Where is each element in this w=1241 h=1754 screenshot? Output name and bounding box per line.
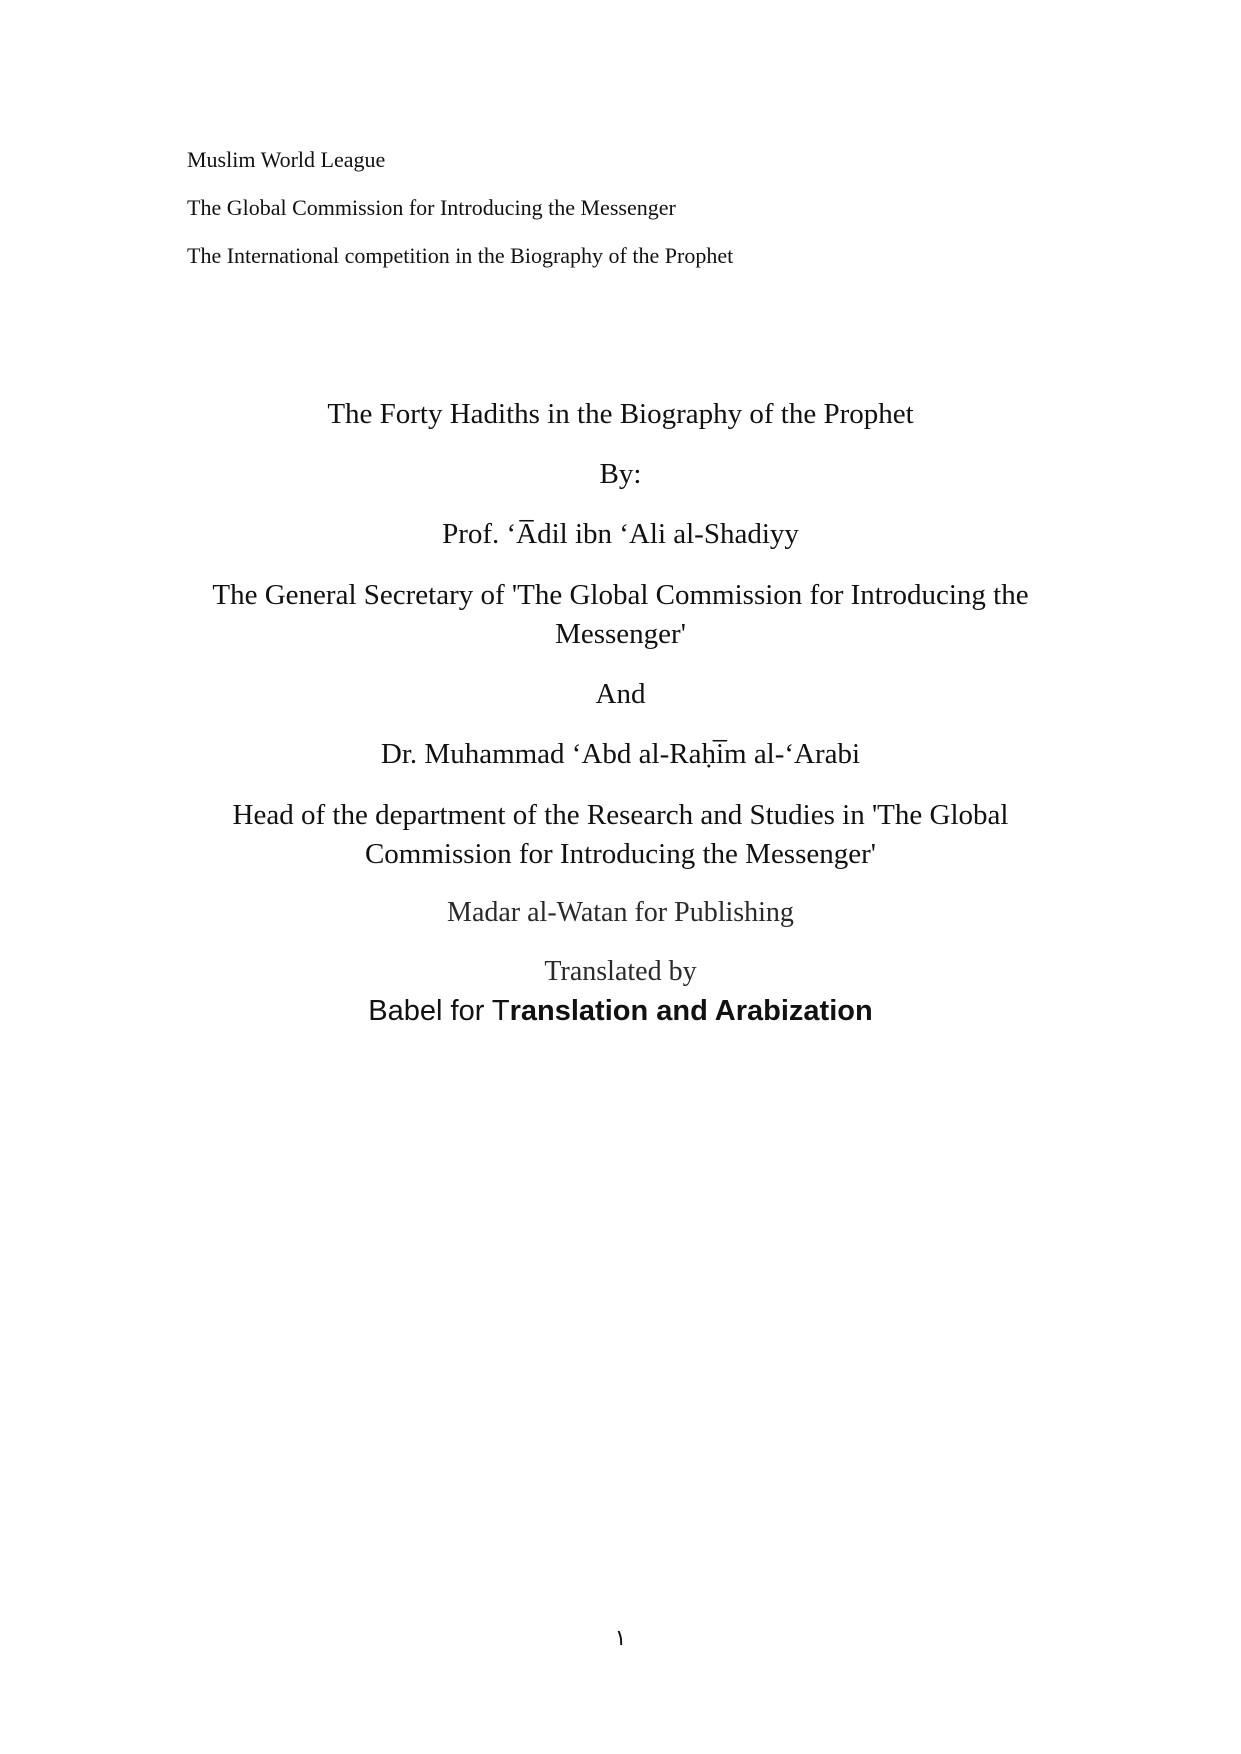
author2-role-line2: Commission for Introducing the Messenger' bbox=[364, 838, 877, 870]
and-label: And bbox=[595, 678, 646, 710]
author1-role-line1: The General Secretary of 'The Global Commission for Introducing the bbox=[212, 579, 1029, 611]
organization-name: Muslim World League bbox=[187, 147, 386, 172]
author2-role bbox=[0, 796, 1241, 874]
translator-name-part2: ranslation and Arabization bbox=[509, 995, 873, 1027]
translator-name bbox=[0, 993, 1241, 1029]
author2-role-line1: Head of the department of the Research and Studies in 'The Global bbox=[232, 799, 1009, 831]
author1-role bbox=[0, 576, 1241, 654]
page-number: ١ bbox=[614, 1626, 627, 1651]
publisher: Madar al-Watan for Publishing bbox=[447, 897, 794, 928]
commission-name: The Global Commission for Introducing the Messenger bbox=[187, 195, 676, 220]
author2-name: Dr. Muhammad ‘Abd al-Raḥi̅m al-‘Arabi bbox=[380, 738, 861, 770]
header-block bbox=[187, 146, 1087, 290]
translator-name-part1: Babel for T bbox=[368, 995, 510, 1027]
translated-by-label: Translated by bbox=[544, 956, 697, 987]
author1-role-line2: Messenger' bbox=[555, 618, 686, 650]
author1-name: Prof. ‘A̅dil ibn ‘Ali al-Shadiyy bbox=[442, 518, 799, 550]
book-title: The Forty Hadiths in the Biography of the Prophet bbox=[327, 398, 914, 430]
by-label: By: bbox=[599, 458, 642, 490]
competition-name: The International competition in the Biography of the Prophet bbox=[187, 243, 734, 268]
